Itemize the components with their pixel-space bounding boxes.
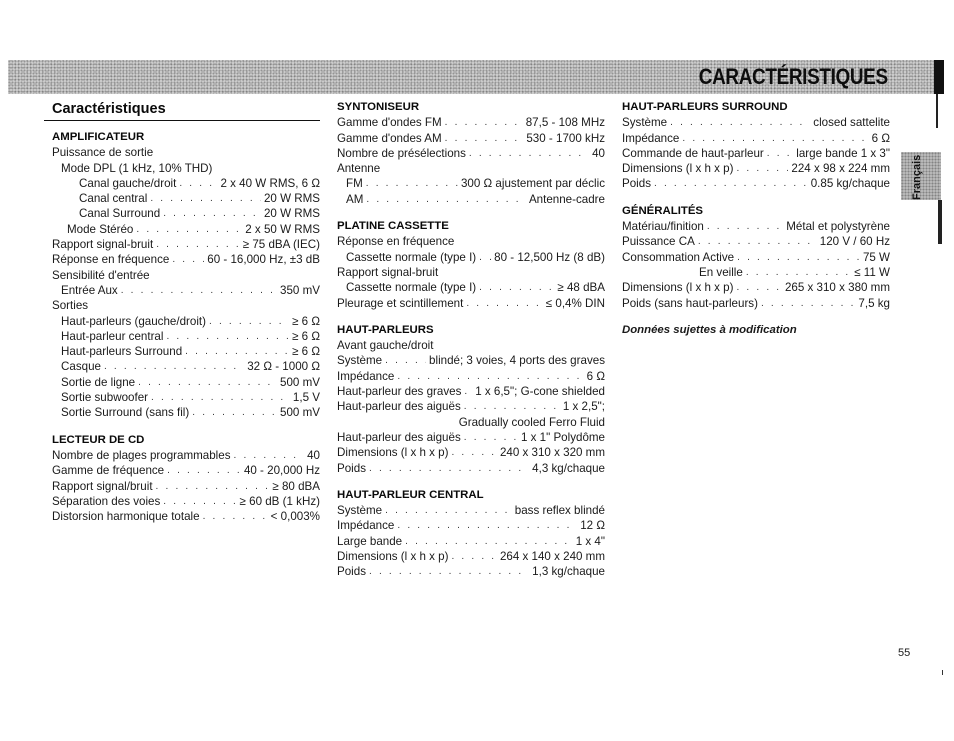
spec-row: Dimensions (l x h x p) . . . 224 x 98 x 224 mm xyxy=(622,161,890,176)
column-right xyxy=(622,100,890,338)
spec-row: Poids . . . 1,3 kg/chaque xyxy=(337,564,605,579)
spec-row: Séparation des voies . . . ≥ 60 dB (1 kHz) xyxy=(52,494,320,509)
section-heading-syntoniseur: SYNTONISEUR xyxy=(337,101,420,113)
spec-row: Haut-parleurs Surround . . . ≥ 6 Ω xyxy=(52,344,320,359)
page-title: Caractéristiques xyxy=(44,100,320,121)
spec-label: Avant gauche/droit xyxy=(337,339,434,353)
column-left xyxy=(52,100,320,524)
spec-continuation: Gradually cooled Ferro Fluid xyxy=(458,415,605,429)
column-middle xyxy=(337,100,605,580)
spec-row: Matériau/finition . . . Métal et polystyrène xyxy=(622,219,890,234)
spec-row: Poids . . . 0.85 kg/chaque xyxy=(622,176,890,191)
spec-row: Canal Surround . . . 20 W RMS xyxy=(52,206,320,221)
spec-row: Canal gauche/droit . . . 2 x 40 W RMS, 6 Ω xyxy=(52,176,320,191)
spec-row: Gamme d'ondes FM . . . 87,5 - 108 MHz xyxy=(337,115,605,130)
spec-label: Mode DPL (1 kHz, 10% THD) xyxy=(61,161,213,175)
spec-row: Dimensions (l x h x p) . . . 240 x 310 x 320 mm xyxy=(337,445,605,460)
spec-row: Nombre de présélections . . . 40 xyxy=(337,146,605,161)
page-number: 55 xyxy=(898,647,911,659)
spec-row: Haut-parleur des graves . . . 1 x 6,5"; G-cone shielded xyxy=(337,384,605,399)
spec-row: Cassette normale (type I) . . . 80 - 12,500 Hz (8 dB) xyxy=(337,250,605,265)
section-heading-haut-parleurs: HAUT-PARLEURS xyxy=(337,323,434,336)
spec-row: Canal central . . . 20 W RMS xyxy=(52,191,320,206)
spec-row: En veille . . . ≤ 11 W xyxy=(622,265,890,280)
language-tab-label: Français xyxy=(911,154,923,200)
spec-row: Dimensions (l x h x p) . . . 264 x 140 x 240 mm xyxy=(337,549,605,564)
spec-label: Réponse en fréquence xyxy=(337,235,455,249)
spec-row: AM . . . Antenne-cadre xyxy=(337,192,605,207)
spec-label: Sorties xyxy=(52,299,89,313)
section-heading-lecteur-cd: LECTEUR DE CD xyxy=(52,433,145,446)
spec-row: Rapport signal-bruit . . . ≥ 75 dBA (IEC) xyxy=(52,237,320,252)
spec-row: Impédance . . . 12 Ω xyxy=(337,518,605,533)
spec-row: Casque . . . 32 Ω - 1000 Ω xyxy=(52,359,320,374)
section-heading-platine-cassette: PLATINE CASSETTE xyxy=(337,220,449,233)
spec-label: Rapport signal-bruit xyxy=(337,265,439,279)
spec-row: Poids (sans haut-parleurs) . . . 7,5 kg xyxy=(622,296,890,311)
spec-row: Puissance CA . . . 120 V / 60 Hz xyxy=(622,234,890,249)
margin-mark xyxy=(936,94,938,128)
spec-row: Haut-parleur des aiguës . . . 1 x 2,5"; xyxy=(337,399,605,414)
spec-label: Antenne xyxy=(337,162,381,176)
header-banner xyxy=(8,60,944,94)
spec-row: Nombre de plages programmables . . . 40 xyxy=(52,448,320,463)
spec-row: Dimensions (l x h x p) . . . 265 x 310 x 380 mm xyxy=(622,280,890,295)
spec-row: Impédance . . . 6 Ω xyxy=(337,369,605,384)
spec-row: Haut-parleurs (gauche/droit) . . . ≥ 6 Ω xyxy=(52,314,320,329)
spec-row: Entrée Aux . . . 350 mV xyxy=(52,283,320,298)
spec-row: Haut-parleur des aiguës . . . 1 x 1" Polydôme xyxy=(337,430,605,445)
margin-tick xyxy=(942,670,943,675)
spec-row: Haut-parleur central . . . ≥ 6 Ω xyxy=(52,329,320,344)
banner-edge-bar xyxy=(934,60,944,94)
spec-row: FM . . . 300 Ω ajustement par déclic xyxy=(337,176,605,191)
spec-row: Distorsion harmonique totale . . . < 0,003% xyxy=(52,509,320,524)
spec-label: Puissance de sortie xyxy=(52,146,154,160)
section-heading-haut-parleurs-surround: HAUT-PARLEURS SURROUND xyxy=(622,101,788,113)
spec-row: Sortie subwoofer . . . 1,5 V xyxy=(52,390,320,405)
section-heading-generalites: GÉNÉRALITÉS xyxy=(622,204,704,217)
spec-row: Commande de haut-parleur . . . large bande 1 x 3" xyxy=(622,146,890,161)
section-heading-haut-parleur-central: HAUT-PARLEUR CENTRAL xyxy=(337,488,484,501)
spec-row: Gamme de fréquence . . . 40 - 20,000 Hz xyxy=(52,463,320,478)
spec-row: Gamme d'ondes AM . . . 530 - 1700 kHz xyxy=(337,131,605,146)
spec-row: Consommation Active . . . 75 W xyxy=(622,250,890,265)
spec-row: Sortie de ligne . . . 500 mV xyxy=(52,375,320,390)
spec-row: Cassette normale (type I) . . . ≥ 48 dBA xyxy=(337,280,605,295)
spec-row: Sortie Surround (sans fil) . . . 500 mV xyxy=(52,405,320,420)
margin-bar xyxy=(938,200,942,244)
spec-row: Système . . . blindé; 3 voies, 4 ports des graves xyxy=(337,353,605,368)
spec-label: Sensibilité d'entrée xyxy=(52,268,150,282)
spec-row: Mode Stéréo . . . 2 x 50 W RMS xyxy=(52,222,320,237)
footnote: Données sujettes à modification xyxy=(622,323,797,336)
spec-row: Large bande . . . 1 x 4" xyxy=(337,534,605,549)
spec-row: Pleurage et scintillement . . . ≤ 0,4% DIN xyxy=(337,296,605,311)
banner-title: CARACTÉRISTIQUES xyxy=(699,64,888,89)
spec-row: Réponse en fréquence . . . 60 - 16,000 Hz, ±3 dB xyxy=(52,252,320,267)
spec-row: Impédance . . . 6 Ω xyxy=(622,131,890,146)
spec-row: Poids . . . 4,3 kg/chaque xyxy=(337,461,605,476)
spec-row: Rapport signal/bruit . . . ≥ 80 dBA xyxy=(52,479,320,494)
spec-row: Système . . . closed sattelite xyxy=(622,115,890,130)
language-tab xyxy=(901,152,941,200)
section-heading-amplificateur: AMPLIFICATEUR xyxy=(52,131,145,143)
spec-row: Système . . . bass reflex blindé xyxy=(337,503,605,518)
